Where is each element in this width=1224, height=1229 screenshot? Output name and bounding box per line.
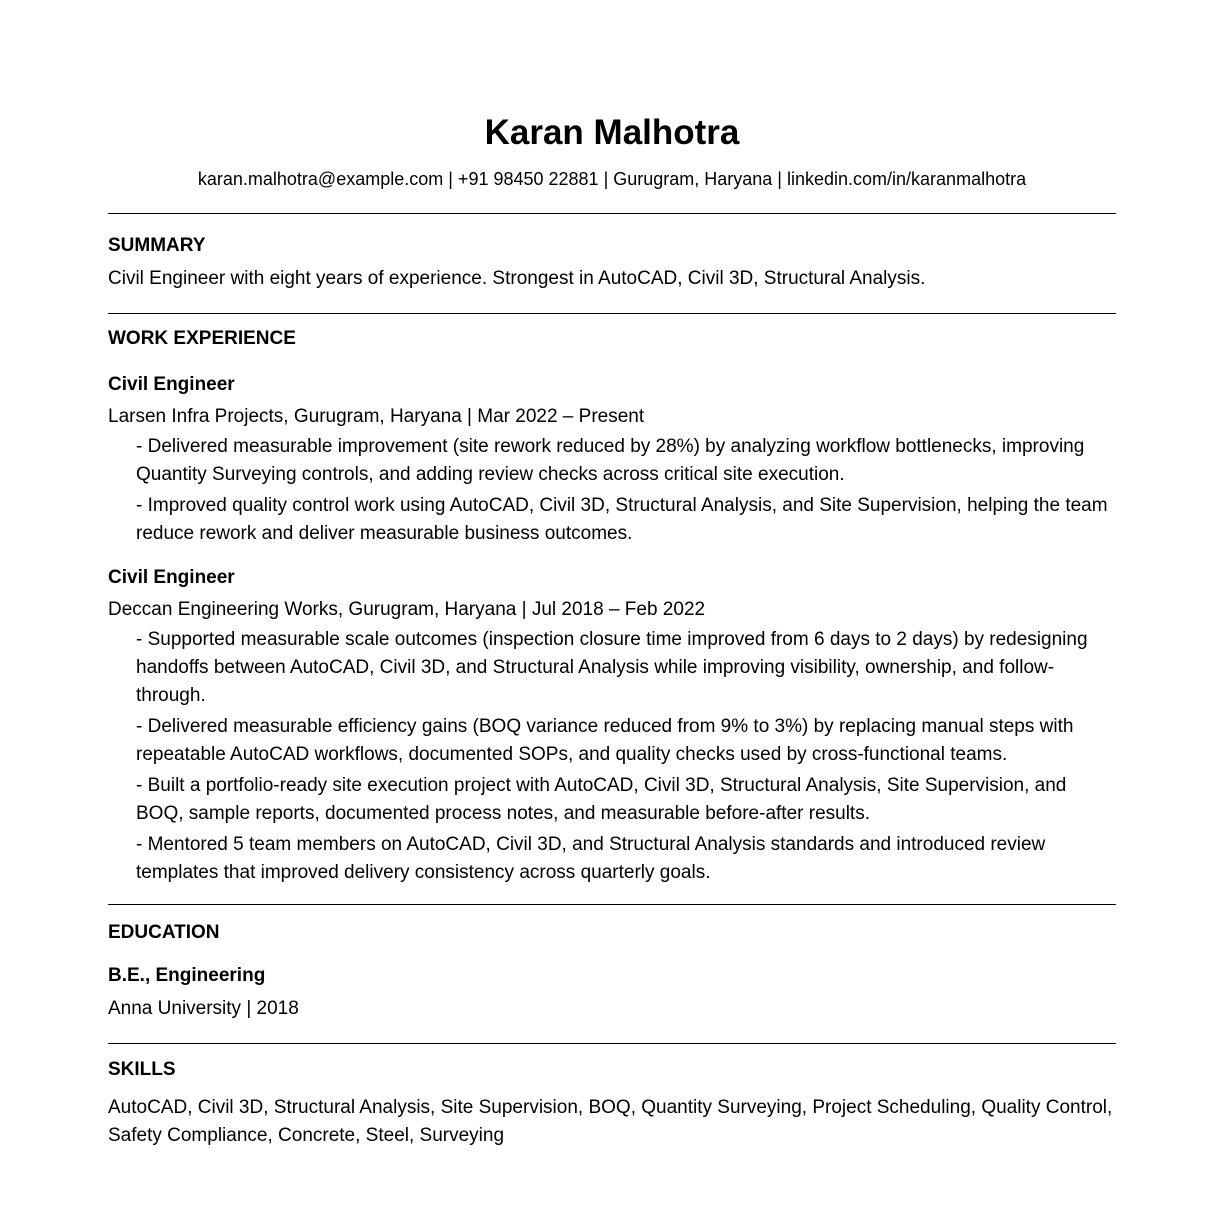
education-section <box>108 921 1116 1021</box>
job-bullet: - Delivered measurable improvement (site rework reduced by 28%) by analyzing workflow bottlenecks, improving Quantity Surveying controls, and adding review checks across critical site execution. <box>136 436 1085 485</box>
summary-heading: SUMMARY <box>108 235 206 256</box>
job-entry <box>108 566 1116 887</box>
job-entry <box>108 373 1116 548</box>
section-divider <box>108 213 1116 214</box>
section-divider <box>108 904 1116 905</box>
job-bullet: - Improved quality control work using AutoCAD, Civil 3D, Structural Analysis, and Site Supervision, helping the team reduce rework and deliver measurable business outcomes. <box>136 495 1108 544</box>
section-divider <box>108 313 1116 314</box>
education-heading: EDUCATION <box>108 922 220 943</box>
job-company-dates: Larsen Infra Projects, Gurugram, Haryana | Mar 2022 – Present <box>108 406 645 427</box>
job-bullet: - Mentored 5 team members on AutoCAD, Civil 3D, and Structural Analysis standards and introduced review templates that improved delivery consistency across quarterly goals. <box>136 834 1046 883</box>
job-company-dates: Deccan Engineering Works, Gurugram, Haryana | Jul 2018 – Feb 2022 <box>108 599 706 620</box>
job-bullet: - Delivered measurable efficiency gains (BOQ variance reduced from 9% to 3%) by replacing manual steps with repeatable AutoCAD workflows, documented SOPs, and quality checks used by cross-functional teams. <box>136 716 1074 765</box>
job-bullet: - Built a portfolio-ready site execution project with AutoCAD, Civil 3D, Structural Analysis, Site Supervision, and BOQ, sample reports, documented process notes, and measurable before-after results. <box>136 775 1067 824</box>
job-title: Civil Engineer <box>108 567 235 588</box>
school-year: Anna University | 2018 <box>108 998 299 1019</box>
job-bullet: - Supported measurable scale outcomes (inspection closure time improved from 6 days to 2 days) by redesigning handoffs between AutoCAD, Civil 3D, and Structural Analysis while improving visibility, ownership, and follow-through. <box>136 629 1088 706</box>
work-experience-section <box>108 327 1116 887</box>
skills-list: AutoCAD, Civil 3D, Structural Analysis, Site Supervision, BOQ, Quantity Surveying, Project Scheduling, Quality Control, Safety Compliance, Concrete, Steel, Surveying <box>108 1097 1113 1146</box>
summary-section <box>108 234 1116 291</box>
summary-text: Civil Engineer with eight years of experience. Strongest in AutoCAD, Civil 3D, Structural Analysis. <box>108 268 926 289</box>
work-experience-heading: WORK EXPERIENCE <box>108 328 296 349</box>
candidate-name: Karan Malhotra <box>484 113 740 152</box>
job-bullets <box>108 433 1116 548</box>
degree: B.E., Engineering <box>108 965 266 986</box>
job-bullets <box>108 626 1116 887</box>
section-divider <box>108 1043 1116 1044</box>
skills-section <box>108 1058 1116 1150</box>
contact-line: karan.malhotra@example.com | +91 98450 22881 | Gurugram, Haryana | linkedin.com/in/karanmalhotra <box>197 169 1027 189</box>
skills-heading: SKILLS <box>108 1059 176 1080</box>
job-title: Civil Engineer <box>108 374 235 395</box>
